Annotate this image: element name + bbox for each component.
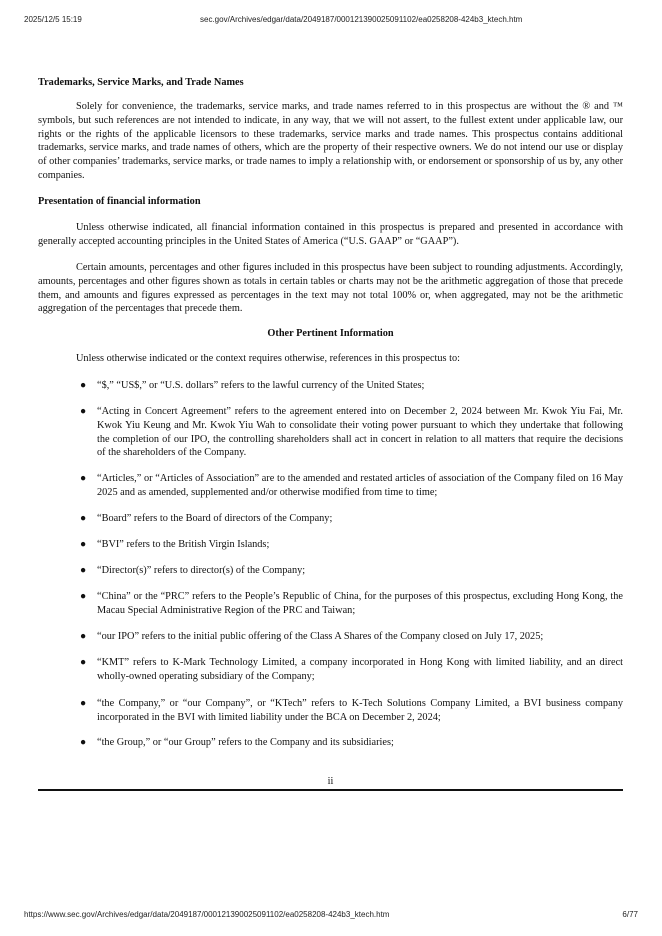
page-number: ii bbox=[327, 776, 334, 787]
print-url: https://www.sec.gov/Archives/edgar/data/2049187/000121390025091102/ea0258208-424b3_ktech.htm bbox=[24, 910, 390, 919]
paragraph-trademarks: Solely for convenience, the trademarks, service marks, and trade names referred to in this prospectus are without the ® and ™ symbols, but such references are not intended to indicate, in any way, that we will not assert, to the fullest extent under applicable law, our rights or the rights of the applicable licensors to these trademarks, service marks and trade names. This prospectus contains additional trademarks, service marks, and trade names of others, which are the property of their respective owners. We do not intend our use or display of other companies’ trademarks, service marks, or trade names to imply a relationship with, or endorsement or sponsorship of us by, any other companies. bbox=[38, 101, 623, 181]
bullet-icon: ● bbox=[80, 698, 87, 709]
list-item: ● “the Group,” or “our Group” refers to the Company and its subsidiaries; bbox=[80, 737, 394, 748]
list-item: ● “Director(s)” refers to director(s) of the Company; bbox=[80, 565, 306, 576]
list-item: ● “KMT” refers to K-Mark Technology Limited, a company incorporated in Hong Kong with limited liability, and an direct wholly-owned operating subsidiary of the Company; bbox=[80, 657, 623, 682]
bullet-icon: ● bbox=[80, 737, 87, 748]
list-item: ● “China” or the “PRC” refers to the People’s Republic of China, for the purposes of this prospectus, excluding Hong Kong, the Macau Special Administrative Region of the PRC and Taiwan; bbox=[80, 591, 623, 616]
bullet-icon: ● bbox=[80, 380, 87, 391]
bullet-icon: ● bbox=[80, 565, 87, 576]
print-page-count: 6/77 bbox=[622, 910, 638, 919]
print-title: sec.gov/Archives/edgar/data/2049187/000121390025091102/ea0258208-424b3_ktech.htm bbox=[200, 15, 523, 24]
bullet-icon: ● bbox=[80, 657, 87, 668]
list-item: ● “Acting in Concert Agreement” refers to the agreement entered into on December 2, 2024 between Mr. Kwok Yiu Fai, Mr. Kwok Yiu Keung and Mr. Kwok Yiu Wah to consolidate their voting power pursuant to which they undertake that following the completion of our IPO, the controlling shareholders shall act in concert in relation to all matters that require the decisions of the shareholders of the Company. bbox=[80, 406, 623, 459]
list-item: ● “our IPO” refers to the initial public offering of the Class A Shares of the Company closed on July 17, 2025; bbox=[80, 631, 544, 642]
list-item: ● “BVI” refers to the British Virgin Islands; bbox=[80, 539, 270, 550]
bullet-icon: ● bbox=[80, 539, 87, 550]
bullet-icon: ● bbox=[80, 406, 87, 417]
heading-other-info: Other Pertinent Information bbox=[267, 328, 394, 339]
list-item: ● “Board” refers to the Board of directors of the Company; bbox=[80, 513, 333, 524]
page-divider bbox=[38, 789, 623, 791]
bullet-icon: ● bbox=[80, 591, 87, 602]
list-item: ● “Articles,” or “Articles of Association” are to the amended and restated articles of association of the Company filed on 16 May 2025 and as amended, supplemented and/or otherwise modified from time to time; bbox=[80, 473, 623, 498]
print-datetime: 2025/12/5 15:19 bbox=[24, 15, 82, 24]
bullet-icon: ● bbox=[80, 473, 87, 484]
paragraph-financial-info: Unless otherwise indicated, all financial information contained in this prospectus is prepared and presented in accordance with generally accepted accounting principles in the United States of America (“U.S. GAAP” or “GAAP”). bbox=[38, 222, 623, 247]
paragraph-rounding: Certain amounts, percentages and other figures included in this prospectus have been subject to rounding adjustments. Accordingly, amounts, percentages and other figures shown as totals in certain tables or charts may not be the arithmetic aggregation of those that precede them, and amounts and figures expressed as percentages in the text may not total 100% or, when aggregated, may not be the arithmetic aggregation of the percentages that precede them. bbox=[38, 262, 623, 315]
heading-trademarks: Trademarks, Service Marks, and Trade Names bbox=[38, 77, 244, 88]
bullet-icon: ● bbox=[80, 631, 87, 642]
paragraph-intro: Unless otherwise indicated or the context requires otherwise, references in this prospectus to: bbox=[76, 353, 461, 364]
list-item: ● “$,” “US$,” or “U.S. dollars” refers to the lawful currency of the United States; bbox=[80, 380, 425, 391]
bullet-icon: ● bbox=[80, 513, 87, 524]
heading-financial-info: Presentation of financial information bbox=[38, 196, 201, 207]
list-item: ● “the Company,” or “our Company”, or “KTech” refers to K-Tech Solutions Company Limited, a BVI business company incorporated in the BVI with limited liability under the BCA on December 2, 2024; bbox=[80, 698, 623, 723]
